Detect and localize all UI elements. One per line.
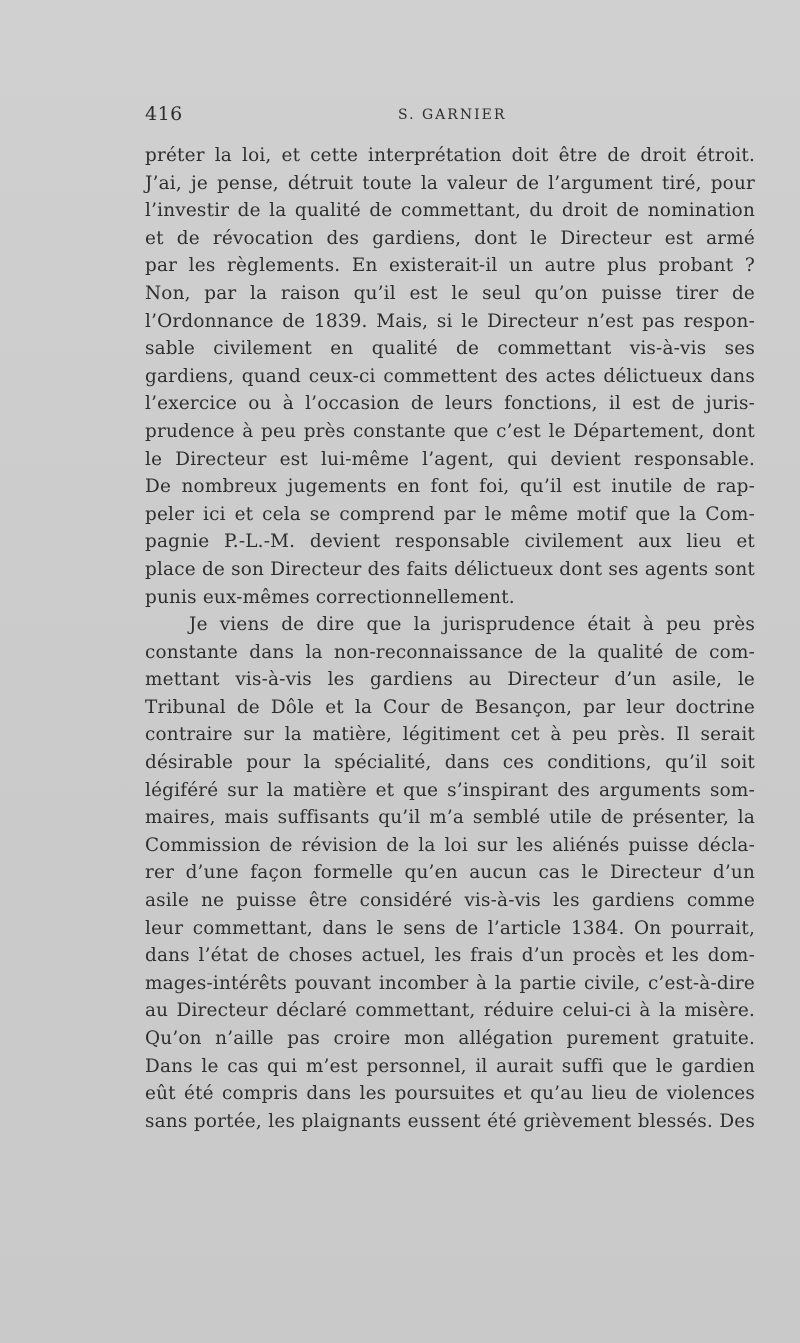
text-line: et de révocation des gardiens, dont le Directeur est armé — [145, 227, 755, 249]
text-line: mages-intérêts pouvant incomber à la partie civile, c’est-à-dire — [145, 972, 755, 994]
text-line: place de son Directeur des faits délictueux dont ses agents sont — [145, 558, 755, 580]
text-line: Qu’on n’aille pas croire mon allégation purement gratuite. — [145, 1028, 755, 1049]
text-line: leur commettant, dans le sens de l’article 1384. On pourrait, — [145, 917, 755, 939]
text-line: peler ici et cela se comprend par le même motif que la Com- — [145, 503, 755, 525]
text-line: le Directeur est lui-même l’agent, qui devient responsable. — [145, 448, 755, 470]
text-line: prudence à peu près constante que c’est le Département, dont — [145, 420, 755, 442]
body-text — [145, 142, 755, 1135]
text-line: rer d’une façon formelle qu’en aucun cas le Directeur d’un — [145, 862, 755, 884]
paragraph-end-line: punis eux-mêmes correctionnellement. — [145, 586, 515, 608]
text-line: pagnie P.-L.-M. devient responsable civilement aux lieu et — [145, 531, 755, 553]
text-line: J’ai, je pense, détruit toute la valeur de l’argument tiré, pour — [145, 172, 755, 194]
text-line: constante dans la non-reconnaissance de la qualité de com- — [145, 641, 755, 663]
text-line: sable civilement en qualité de commettant vis-à-vis ses — [145, 338, 755, 360]
text-line: l’exercice ou à l’occasion de leurs fonctions, il est de juris- — [145, 393, 755, 415]
text-line: maires, mais suffisants qu’il m’a semblé utile de présenter, la — [145, 807, 755, 829]
text-line: dans l’état de choses actuel, les frais d’un procès et les dom- — [145, 945, 755, 967]
text-line: légiféré sur la matière et que s’inspirant des arguments som- — [145, 779, 755, 801]
text-line: asile ne puisse être considéré vis-à-vis les gardiens comme — [145, 890, 755, 912]
text-line: sans portée, les plaignants eussent été grièvement blessés. Des — [145, 1110, 755, 1132]
page-header — [145, 103, 755, 133]
text-line: Tribunal de Dôle et la Cour de Besançon, par leur doctrine — [145, 696, 755, 718]
text-line: mettant vis-à-vis les gardiens au Directeur d’un asile, le — [145, 669, 755, 691]
page-number: 416 — [145, 103, 183, 125]
running-head: S. GARNIER — [398, 107, 507, 123]
text-line: contraire sur la matière, légitiment cet à peu près. Il serait — [145, 724, 755, 746]
text-line: gardiens, quand ceux-ci commettent des actes délictueux dans — [145, 365, 755, 387]
text-line: Dans le cas qui m’est personnel, il aurait suffi que le gardien — [145, 1055, 755, 1077]
text-line: l’investir de la qualité de commettant, du droit de nomination — [145, 200, 755, 222]
text-line: De nombreux jugements en font foi, qu’il est inutile de rap- — [145, 476, 755, 498]
text-line: eût été compris dans les poursuites et qu’au lieu de violences — [145, 1083, 755, 1105]
text-line: au Directeur déclaré commettant, réduire celui-ci à la misère. — [145, 1000, 755, 1022]
text-line: désirable pour la spécialité, dans ces conditions, qu’il soit — [145, 752, 755, 774]
text-line: l’Ordonnance de 1839. Mais, si le Directeur n’est pas respon- — [145, 310, 755, 332]
text-line: Commission de révision de la loi sur les aliénés puisse décla- — [145, 834, 755, 856]
paragraph-start-line: Je viens de dire que la jurisprudence était à peu près — [189, 614, 755, 636]
text-line: par les règlements. En existerait-il un autre plus probant ? — [145, 255, 755, 277]
text-line: préter la loi, et cette interprétation doit être de droit étroit. — [145, 145, 755, 166]
text-line: Non, par la raison qu’il est le seul qu’on puisse tirer de — [145, 282, 755, 304]
